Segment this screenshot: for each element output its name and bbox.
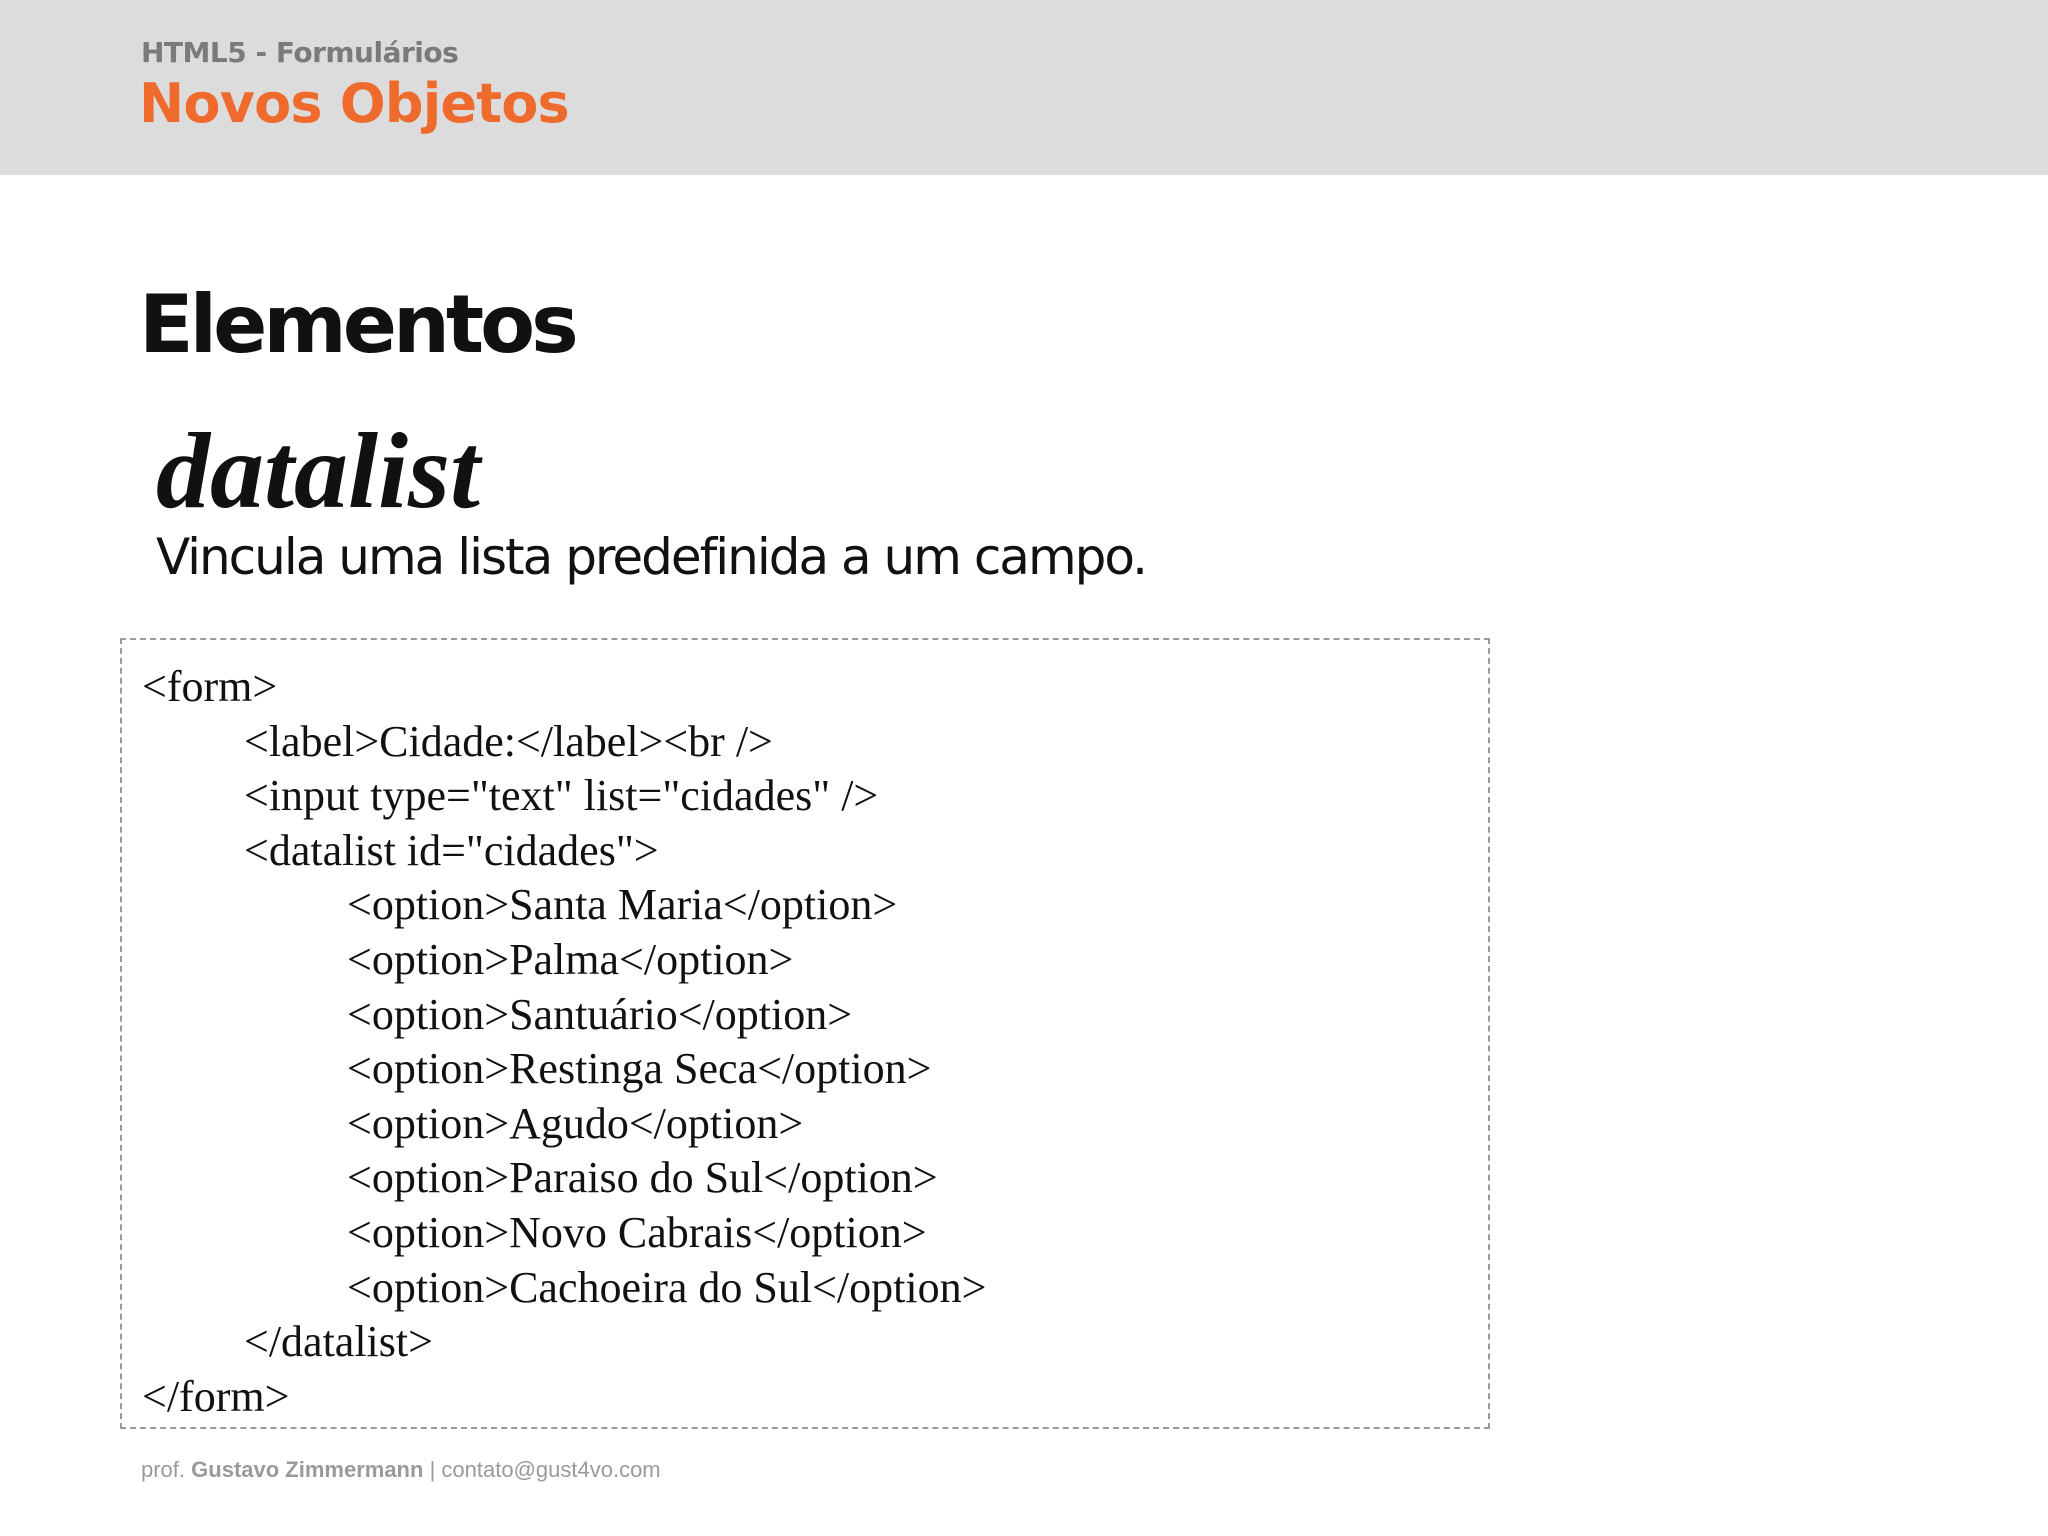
code-line: </form> — [142, 1371, 290, 1421]
footer-separator: | — [429, 1457, 436, 1482]
code-line: <input type="text" list="cidades" /> — [244, 771, 879, 821]
slide-title: Novos Objetos — [139, 72, 569, 135]
code-line: </datalist> — [244, 1317, 433, 1367]
code-line: <form> — [142, 662, 278, 711]
code-line: <label>Cidade:</label><br /> — [244, 716, 773, 766]
code-line: <option>Santa Maria</option> — [347, 880, 898, 930]
footer-author-name: Gustavo Zimmermann — [191, 1457, 424, 1482]
code-line: <option>Santuário</option> — [347, 989, 853, 1039]
code-line: <datalist id="cidades"> — [244, 825, 659, 875]
element-name: datalist — [156, 412, 481, 531]
code-example-box — [120, 638, 1490, 1429]
code-line: <option>Palma</option> — [347, 934, 794, 984]
slide-footer — [141, 1457, 661, 1483]
element-description: Vincula uma lista predefinida a um campo. — [156, 528, 1146, 586]
footer-prefix: prof. — [141, 1457, 186, 1482]
slide-header — [0, 0, 2048, 175]
code-line: <option>Novo Cabrais</option> — [347, 1207, 927, 1257]
section-heading: Elementos — [139, 278, 575, 371]
code-lines — [142, 660, 986, 1424]
code-line: <option>Cachoeira do Sul</option> — [347, 1262, 987, 1312]
footer-email: contato@gust4vo.com — [441, 1457, 661, 1482]
code-line: <option>Agudo</option> — [347, 1098, 804, 1148]
code-line: <option>Paraiso do Sul</option> — [347, 1153, 938, 1203]
code-line: <option>Restinga Seca</option> — [347, 1044, 932, 1094]
course-subtitle: HTML5 - Formulários — [141, 36, 459, 69]
